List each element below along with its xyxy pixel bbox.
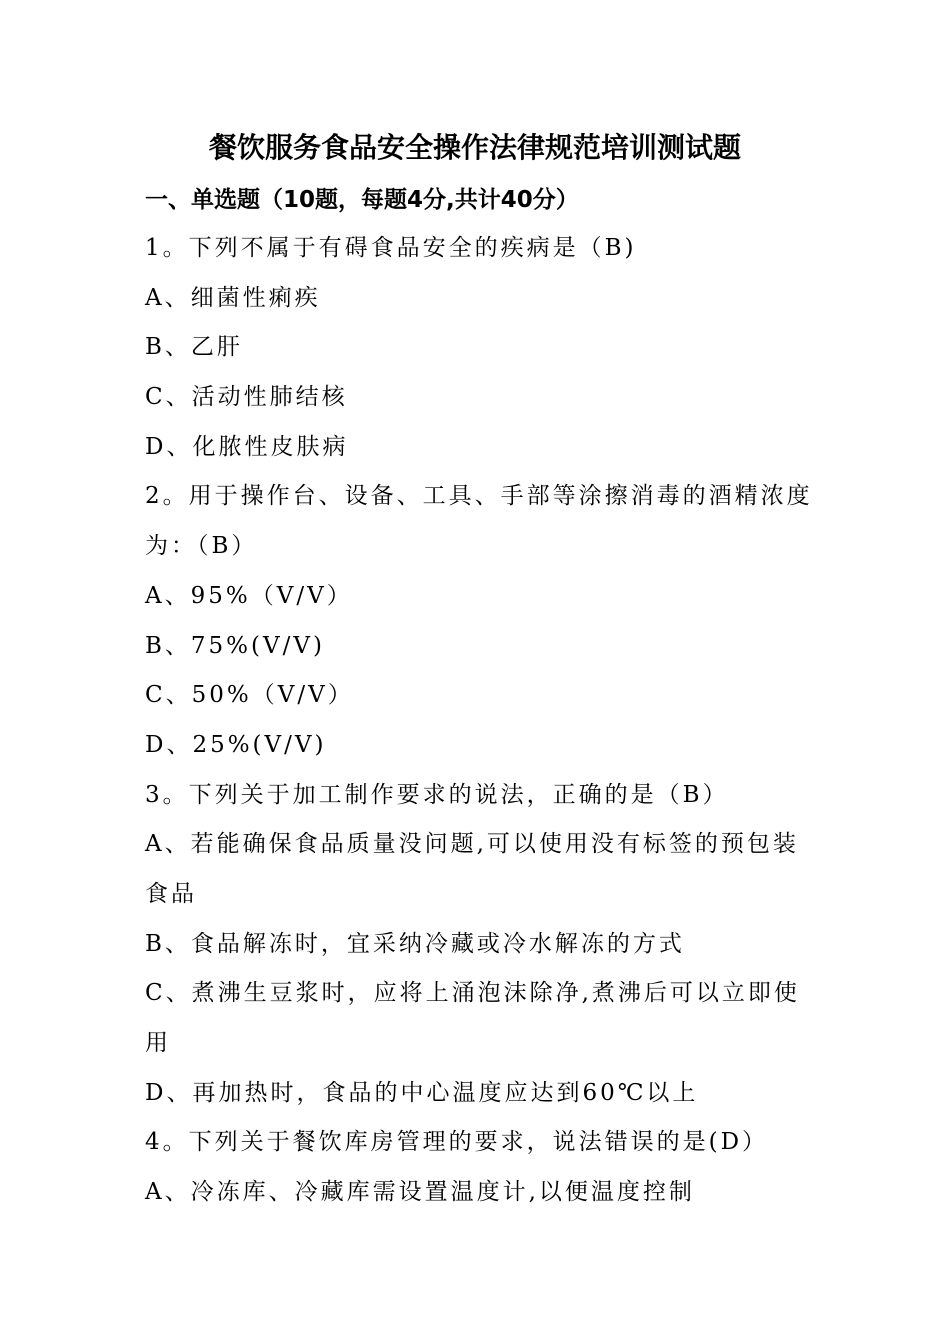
option-line: A、若能确保食品质量没问题,可以使用没有标签的预包装: [145, 831, 799, 858]
option-line: A、95%（V/V）: [145, 582, 353, 609]
option-line: A、冷冻库、冷藏库需设置温度计,以便温度控制: [145, 1179, 695, 1206]
document-title: 餐饮服务食品安全操作法律规范培训测试题: [208, 131, 741, 164]
question-line-continued: 为：（B）: [145, 533, 258, 560]
option-line: B、75%(V/V): [145, 632, 325, 659]
question-line: 2。用于操作台、设备、工具、手部等涂擦消毒的酒精浓度: [145, 483, 813, 510]
option-line: A、细菌性痢疾: [145, 284, 321, 311]
option-line: D、再加热时，食品的中心温度应达到60℃以上: [145, 1079, 699, 1106]
option-line: D、化脓性皮肤病: [145, 433, 349, 460]
option-line-continued: 食品: [145, 880, 197, 907]
option-line: B、食品解冻时，宜采纳冷藏或冷水解冻的方式: [145, 930, 685, 957]
option-line: C、活动性肺结核: [145, 384, 348, 411]
question-line: 4。下列关于餐饮库房管理的要求，说法错误的是(D）: [145, 1129, 769, 1156]
question-line: 3。下列关于加工制作要求的说法，正确的是（B）: [145, 781, 729, 808]
question-line: 1。下列不属于有碍食品安全的疾病是（B): [145, 235, 637, 261]
option-line: C、50%（V/V）: [145, 682, 354, 709]
option-line-continued: 用: [145, 1030, 171, 1056]
option-line: C、煮沸生豆浆时，应将上涌泡沫除净,煮沸后可以立即使: [145, 980, 800, 1007]
question-list: [145, 228, 813, 1222]
option-line: D、25%(V/V): [145, 731, 327, 758]
section-heading-single-choice: 一、单选题（10题，每题4分,共计40分）: [145, 187, 579, 213]
option-line: B、乙肝: [145, 334, 243, 361]
